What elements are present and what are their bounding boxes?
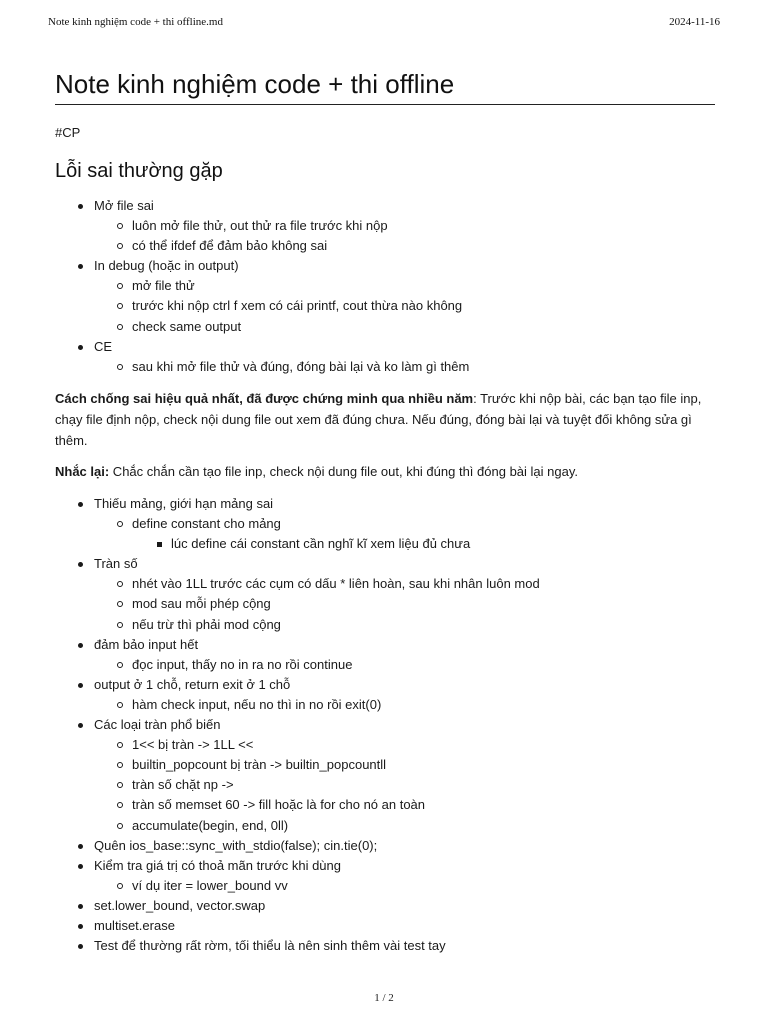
list-item: nếu trừ thì phải mod cộng: [55, 615, 715, 635]
list-item: builtin_popcount bị tràn -> builtin_popcountll: [55, 755, 715, 775]
list-item: trước khi nộp ctrl f xem có cái printf, cout thừa nào không: [55, 296, 715, 316]
list-item: Tràn số: [55, 554, 715, 574]
mistakes-list: [55, 196, 715, 377]
list-item: nhét vào 1LL trước các cụm có dấu * liên hoàn, sau khi nhân luôn mod: [55, 574, 715, 594]
header-file-name: Note kinh nghiệm code + thi offline.md: [48, 16, 223, 28]
page-number: 1 / 2: [374, 992, 394, 1004]
list-item: output ở 1 chỗ, return exit ở 1 chỗ: [55, 675, 715, 695]
list-item: In debug (hoặc in output): [55, 256, 715, 276]
reminder-paragraph: [55, 461, 717, 482]
list-item: tràn số chặt np ->: [55, 775, 715, 795]
advice-text: : Trước khi nộp bài, các bạn tạo file inp, chạy file định nộp, check nội dung file out xem đã đúng chưa. Nếu đúng, đóng bài lại và tuyệt đối không sửa gì thêm.: [55, 391, 702, 448]
tag-link[interactable]: #CP: [55, 125, 81, 140]
list-item: Thiếu mảng, giới hạn mảng sai: [55, 494, 715, 514]
reminder-bold: Nhắc lại:: [55, 464, 110, 479]
list-item: sau khi mở file thử và đúng, đóng bài lại và ko làm gì thêm: [55, 357, 715, 377]
list-item: lúc define cái constant cần nghĩ kĩ xem liệu đủ chưa: [55, 534, 715, 554]
list-item: đọc input, thấy no in ra no rồi continue: [55, 655, 715, 675]
list-item: hàm check input, nếu no thì in no rồi exit(0): [55, 695, 715, 715]
list-item: Kiểm tra giá trị có thoả mãn trước khi dùng: [55, 856, 715, 876]
list-item: Test để thường rất rờm, tối thiểu là nên sinh thêm vài test tay: [55, 936, 715, 956]
list-item: mở file thử: [55, 276, 715, 296]
advice-paragraph: [55, 388, 717, 451]
advice-bold: Cách chống sai hiệu quả nhất, đã được chứng minh qua nhiều năm: [55, 391, 474, 406]
errors-list: [55, 494, 715, 956]
list-item: có thể ifdef để đảm bảo không sai: [55, 236, 715, 256]
list-item: multiset.erase: [55, 916, 715, 936]
reminder-text: Chắc chắn cần tạo file inp, check nội dung file out, khi đúng thì đóng bài lại ngay.: [109, 464, 578, 479]
header-date: 2024-11-16: [669, 16, 720, 28]
list-item: đảm bảo input hết: [55, 635, 715, 655]
list-item: Mở file sai: [55, 196, 715, 216]
list-item: accumulate(begin, end, 0ll): [55, 816, 715, 836]
section-heading: Lỗi sai thường gặp: [55, 160, 223, 182]
page-header: [48, 16, 720, 32]
list-item: ví dụ iter = lower_bound vv: [55, 876, 715, 896]
list-item: tràn số memset 60 -> fill hoặc là for cho nó an toàn: [55, 795, 715, 815]
list-item: CE: [55, 337, 715, 357]
list-item: luôn mở file thử, out thử ra file trước khi nộp: [55, 216, 715, 236]
list-item: Quên ios_base::sync_with_stdio(false); cin.tie(0);: [55, 836, 715, 856]
list-item: define constant cho mảng: [55, 514, 715, 534]
list-item: Các loại tràn phổ biến: [55, 715, 715, 735]
list-item: mod sau mỗi phép cộng: [55, 594, 715, 614]
list-item: set.lower_bound, vector.swap: [55, 896, 715, 916]
document-title: Note kinh nghiệm code + thi offline: [55, 66, 715, 105]
list-item: 1<< bị tràn -> 1LL <<: [55, 735, 715, 755]
list-item: check same output: [55, 317, 715, 337]
